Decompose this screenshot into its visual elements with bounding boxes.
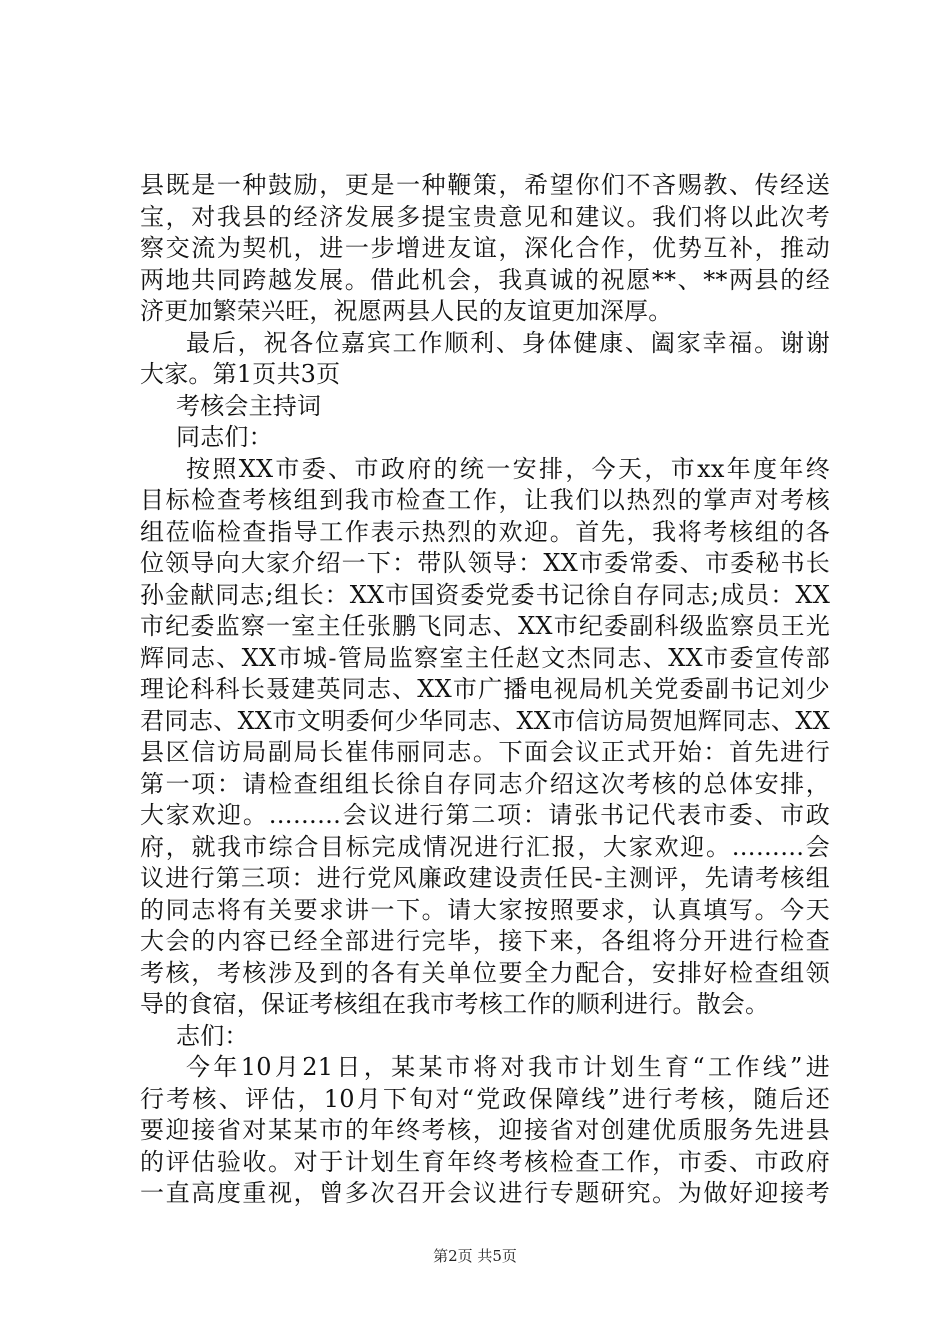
text-line: 第一项：请检查组组长徐自存同志介绍这次考核的总体安排， [140,769,830,798]
text-line: 大家欢迎。………会议进行第二项：请张书记代表市委、市政 [140,801,830,829]
text-line: 考核会主持词 [176,391,322,420]
text-line: 位领导向大家介绍一下：带队领导：XX市委常委、市委秘书长 [140,549,830,577]
text-line: 今年10月21日，某某市将对我市计划生育“工作线”进 [186,1053,830,1081]
text-line: 议进行第三项：进行党风廉政建设责任民-主测评，先请考核组 [140,864,830,892]
text-line: 一直高度重视，曾多次召开会议进行专题研究。为做好迎接考 [140,1179,830,1207]
text-line: 行考核、评估，10月下旬对“党政保障线”进行考核，随后还 [140,1084,830,1113]
text-line: 辉同志、XX市城-管局监察室主任赵文杰同志、XX市委宣传部 [140,643,830,672]
text-line: 组莅临检查指导工作表示热烈的欢迎。首先，我将考核组的各 [140,517,830,546]
text-line: 要迎接省对某某市的年终考核，迎接省对创建优质服务先进县 [140,1116,830,1144]
text-line: 两地共同跨越发展。借此机会，我真诚的祝愿**、**两县的经 [140,265,830,294]
text-line: 县既是一种鼓励，更是一种鞭策，希望你们不吝赐教、传经送 [140,171,830,199]
text-line: 最后，祝各位嘉宾工作顺利、身体健康、阖家幸福。谢谢 [186,328,830,357]
text-line: 的同志将有关要求讲一下。请大家按照要求，认真填写。今天 [140,895,830,924]
text-line: 大会的内容已经全部进行完毕，接下来，各组将分开进行检查 [140,927,830,955]
text-line: 目标检查考核组到我市检查工作，让我们以热烈的掌声对考核 [140,486,830,514]
text-line: 同志们： [176,423,273,451]
text-line: 君同志、XX市文明委何少华同志、XX市信访局贺旭辉同志、XX [140,706,830,735]
text-line: 市纪委监察一室主任张鹏飞同志、XX市纪委副科级监察员王光 [140,612,830,640]
text-line: 导的食宿，保证考核组在我市考核工作的顺利进行。散会。 [140,990,770,1018]
page-footer: 第2页 共5页 [433,1247,517,1265]
text-line: 考核，考核涉及到的各有关单位要全力配合，安排好检查组领 [140,958,830,987]
text-line: 志们： [176,1021,249,1050]
text-line: 县区信访局副局长崔伟丽同志。下面会议正式开始：首先进行 [140,738,830,766]
text-line: 孙金献同志;组长：XX市国资委党委书记徐自存同志;成员：XX [140,580,830,609]
text-line: 按照XX市委、市政府的统一安排，今天，市xx年度年终 [186,454,830,483]
text-line: 大家。第1页共3页 [140,360,341,388]
text-line: 的评估验收。对于计划生育年终考核检查工作，市委、市政府 [140,1147,830,1176]
text-line: 府，就我市综合目标完成情况进行汇报，大家欢迎。………会 [140,832,830,861]
text-line: 察交流为契机，进一步增进友谊，深化合作，优势互补，推动 [140,234,830,262]
text-line: 宝，对我县的经济发展多提宝贵意见和建议。我们将以此次考 [140,202,830,231]
text-line: 理论科科长聂建英同志、XX市广播电视局机关党委副书记刘少 [140,675,830,703]
document-body [140,170,830,1210]
text-line: 济更加繁荣兴旺，祝愿两县人民的友谊更加深厚。 [140,297,673,325]
